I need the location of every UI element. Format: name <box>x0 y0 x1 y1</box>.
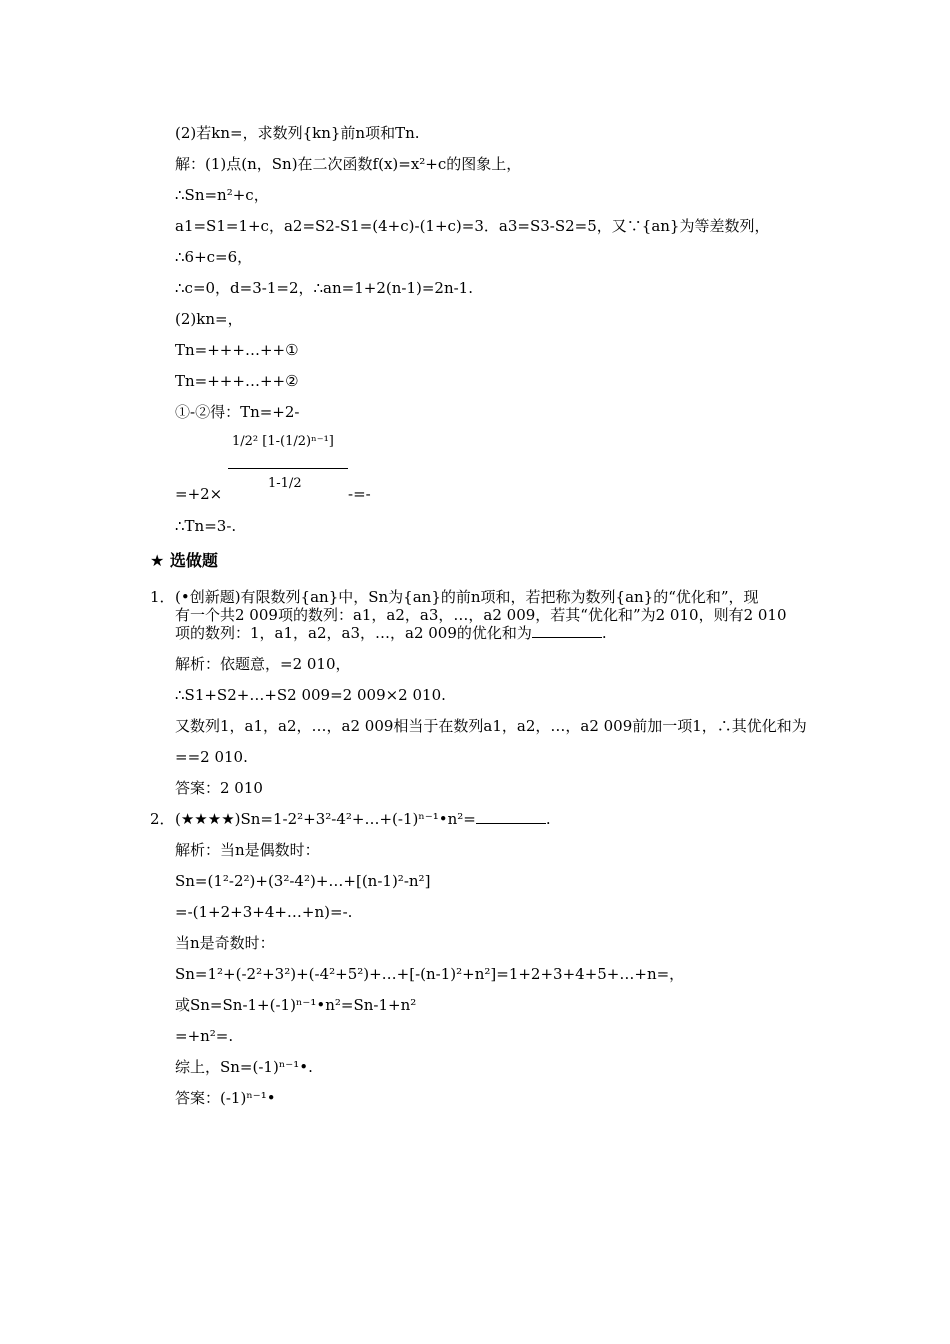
question-2-even-2: =-(1+2+3+4+…+n)=-. <box>175 903 353 921</box>
question-1-line2: 有一个共2 009项的数列：a1，a2，a3，…，a2 009，若其“优化和”为2 010，则有2 010 <box>175 606 787 624</box>
equation-right: -=- <box>348 485 371 503</box>
sn-formula: ∴Sn=n²+c， <box>175 186 269 204</box>
question-2-odd-1: Sn=1²+(-2²+3²)+(-4²+5²)+…+[-(n-1)²+n²]=1+2+3+4+5+…+n=， <box>175 965 685 983</box>
question-2-summary: 综上，Sn=(-1)ⁿ⁻¹•. <box>175 1058 313 1076</box>
question-1-also: 又数列1，a1，a2，…，a2 009相当于在数列a1，a2，…，a2 009前加一项1，∴其优化和为 <box>175 717 807 735</box>
question-2-stem <box>175 809 551 829</box>
a-values-line: a1=S1=1+c，a2=S2-S1=(4+c)-(1+c)=3．a3=S3-S2=5，又∵{an}为等差数列， <box>175 217 770 235</box>
question-part2: (2)若kn=，求数列{kn}前n项和Tn. <box>175 124 420 142</box>
question-2-stem-end: . <box>545 810 551 828</box>
fraction-bar <box>228 468 348 469</box>
fraction-expression <box>228 432 352 504</box>
question-1-answer: 答案：2 010 <box>175 779 263 797</box>
part2-kn: (2)kn=， <box>175 310 243 328</box>
question-1-line1: (•创新题)有限数列{an}中，Sn为{an}的前n项和，若把称为数列{an}的“优化和”，现 <box>175 588 759 606</box>
star-icon: ★ <box>150 551 165 570</box>
question-2-odd-3: =+n²=. <box>175 1027 234 1045</box>
question-1-sum: ∴S1+S2+…+S2 009=2 009×2 010. <box>175 686 446 704</box>
tn-final: ∴Tn=3-. <box>175 517 237 535</box>
question-1-result: ==2 010. <box>175 748 248 766</box>
question-1-line3-text: 项的数列：1，a1，a2，a3，…，a2 009的优化和为 <box>175 624 532 642</box>
question-2-odd-intro: 当n是奇数时： <box>175 934 275 952</box>
fraction-numerator-bracket: [1-(1/2)ⁿ⁻¹] <box>262 434 334 449</box>
fraction-denominator: 1-1/2 <box>268 476 302 491</box>
question-1-analysis: 解析：依题意，=2 010， <box>175 655 351 673</box>
six-c-line: ∴6+c=6， <box>175 248 253 266</box>
question-2-answer: 答案：(-1)ⁿ⁻¹• <box>175 1089 276 1107</box>
question-2-number: 2． <box>150 810 175 828</box>
fraction-numerator-coef: 1/2² <box>232 434 259 449</box>
question-1-line3-end: . <box>601 624 607 642</box>
tn-equation-1: Tn=+++…++① <box>175 341 299 359</box>
question-1-line3 <box>175 623 607 643</box>
solution-intro: 解：(1)点(n，Sn)在二次函数f(x)=x²+c的图象上， <box>175 155 522 173</box>
subtract-line: ①-②得：Tn=+2- <box>175 403 300 421</box>
question-2-odd-2: 或Sn=Sn-1+(-1)ⁿ⁻¹•n²=Sn-1+n² <box>175 996 417 1014</box>
answer-blank <box>476 809 546 824</box>
equation-left: =+2× <box>175 485 223 503</box>
question-2-analysis: 解析：当n是偶数时： <box>175 841 320 859</box>
question-2-even-1: Sn=(1²-2²)+(3²-4²)+…+[(n-1)²-n²] <box>175 872 431 890</box>
answer-blank <box>532 623 602 638</box>
section-title: 选做题 <box>169 551 218 570</box>
question-2-stem-text: (★★★★)Sn=1-2²+3²-4²+…+(-1)ⁿ⁻¹•n²= <box>175 810 476 828</box>
section-heading <box>150 551 218 571</box>
tn-equation-2: Tn=+++…++② <box>175 372 299 390</box>
question-1-number: 1． <box>150 588 175 606</box>
c-d-line: ∴c=0，d=3-1=2，∴an=1+2(n-1)=2n-1. <box>175 279 473 297</box>
